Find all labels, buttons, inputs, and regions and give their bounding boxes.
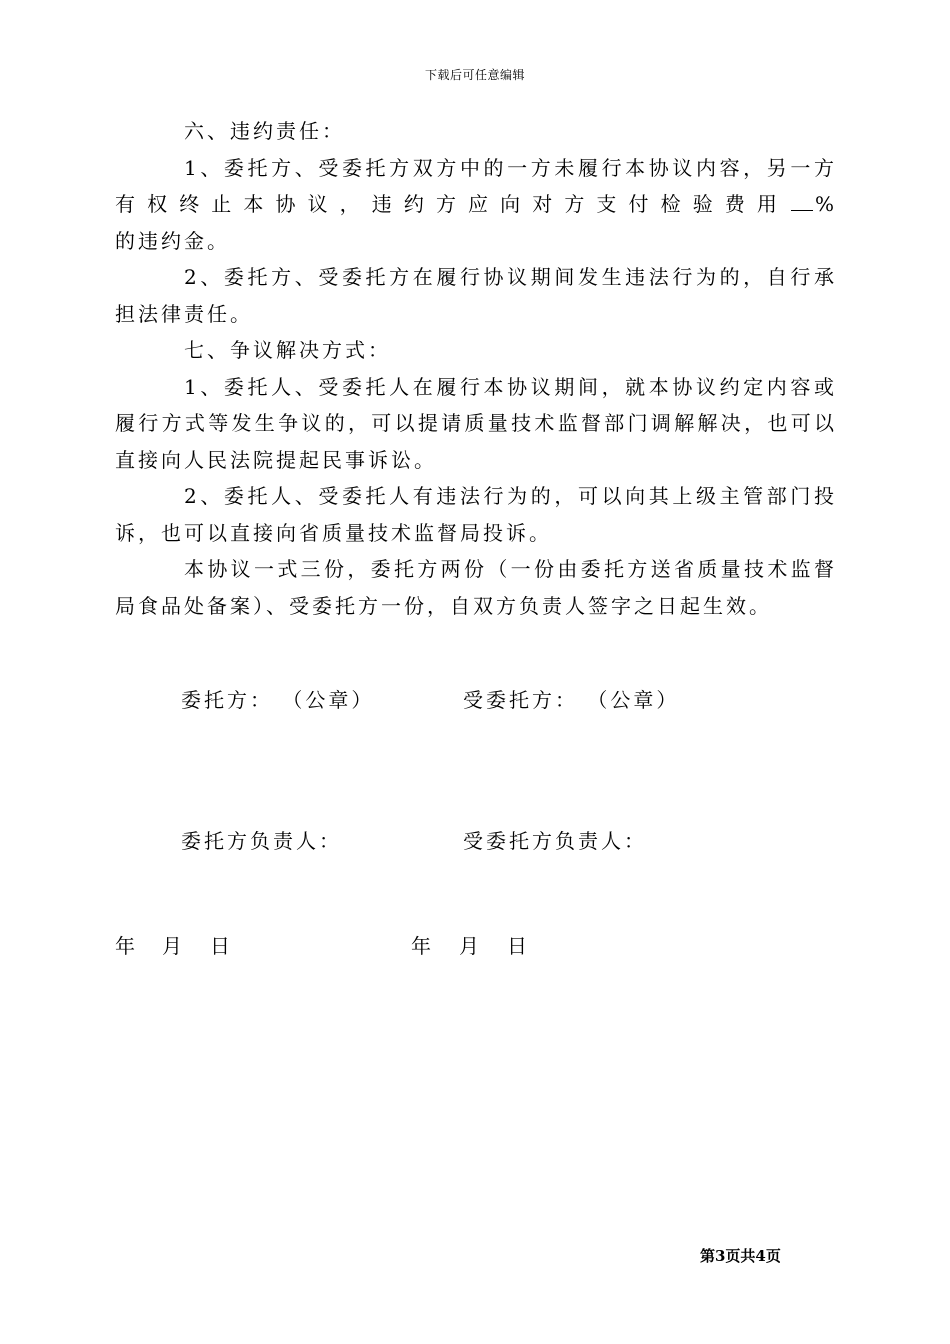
agent-head-label: 受委托方负责人： bbox=[463, 829, 647, 853]
section-7-item-1-line-2: 履行方式等发生争议的，可以提请质量技术监督部门调解解决，也可以 bbox=[115, 411, 837, 435]
closing-line-2: 局食品处备案）、受委托方一份，自双方负责人签字之日起生效。 bbox=[115, 593, 772, 618]
section-6-item-2-line-1: 2、委托方、受委托方在履行协议期间发生违法行为的，自行承 bbox=[184, 265, 837, 289]
client-date-month: 月 bbox=[162, 934, 182, 958]
agent-seal-label: 受委托方： （公章） bbox=[463, 688, 680, 712]
section-6-item-1-line-2 bbox=[115, 186, 837, 223]
page-header-note: 下载后可任意编辑 bbox=[424, 68, 525, 82]
section-6-item-1-line-3: 的违约金。 bbox=[115, 228, 230, 253]
client-date-year: 年 bbox=[115, 934, 135, 958]
section-7-item-2-line-2: 诉，也可以直接向省质量技术监督局投诉。 bbox=[115, 520, 552, 545]
section-7-item-2-line-1: 2、委托人、受委托人有违法行为的，可以向其上级主管部门投 bbox=[184, 484, 837, 508]
section-6-item-1-line-1: 1、委托方、受委托方双方中的一方未履行本协议内容，另一方 bbox=[184, 155, 837, 180]
client-head-label: 委托方负责人： bbox=[181, 829, 342, 853]
percentage-blank bbox=[791, 192, 813, 211]
section-7-item-1-line-1: 1、委托人、受委托人在履行本协议期间，就本协议约定内容或 bbox=[184, 374, 837, 399]
section-6-item-2-line-2: 担法律责任。 bbox=[115, 301, 253, 326]
section-6-item-1-line-2-text: 有权终止本协议，违约方应向对方支付检验费用 bbox=[115, 192, 789, 216]
agent-date-day: 日 bbox=[507, 934, 527, 958]
agent-date-year: 年 bbox=[411, 934, 431, 958]
section-7-item-1-line-3: 直接向人民法院提起民事诉讼。 bbox=[115, 447, 437, 472]
document-body bbox=[115, 113, 837, 624]
closing-line-1: 本协议一式三份，委托方两份（一份由委托方送省质量技术监督 bbox=[184, 557, 837, 581]
agent-date-month: 月 bbox=[459, 934, 479, 958]
client-seal-label: 委托方： （公章） bbox=[181, 688, 375, 712]
section-6-title: 六、违约责任： bbox=[184, 119, 345, 143]
page-number: 第3页共4页 bbox=[700, 1247, 781, 1265]
client-date-day: 日 bbox=[210, 934, 230, 958]
section-7-title: 七、争议解决方式： bbox=[184, 338, 391, 362]
percent-sign: % bbox=[814, 192, 837, 216]
